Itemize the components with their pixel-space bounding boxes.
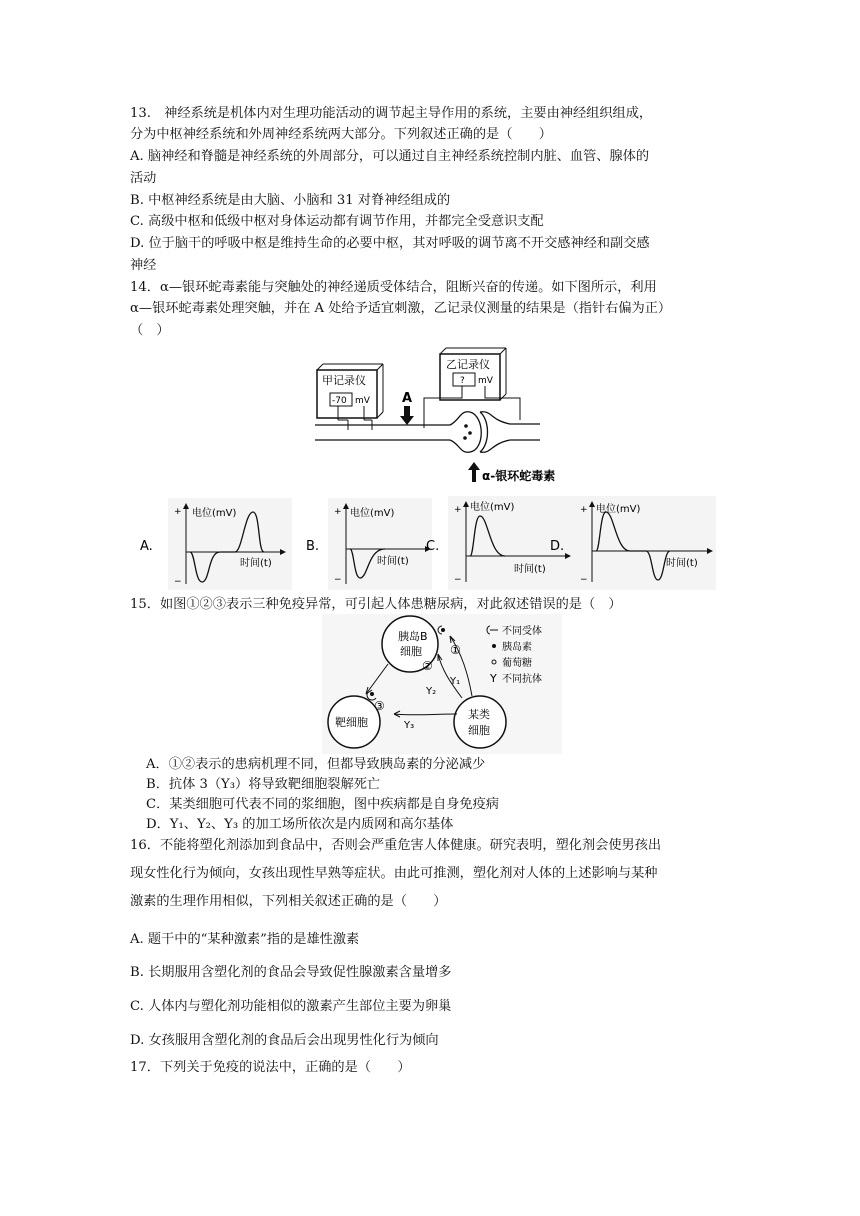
recorder-jia-value: -70 — [332, 396, 347, 406]
graph-a — [140, 498, 292, 590]
svg-text:Y₁: Y₁ — [450, 676, 461, 687]
q13-stem-line2: 分为中枢神经系统和外周神经系统两大部分。下列叙述正确的是（ ） — [130, 127, 552, 142]
svg-text:时间(t): 时间(t) — [514, 564, 546, 575]
svg-text:时间(t): 时间(t) — [666, 558, 698, 569]
svg-text:+: + — [580, 505, 588, 515]
svg-text:细胞: 细胞 — [400, 645, 422, 658]
synapse-figure — [300, 340, 560, 490]
svg-text:−: − — [334, 575, 342, 585]
svg-text:Y: Y — [490, 672, 497, 685]
q13-option-a-cont: 活动 — [130, 171, 157, 186]
target-cell-label: 靶细胞 — [335, 716, 368, 729]
islet-b-cell-label: 胰岛B — [398, 630, 428, 643]
recorder-yi-unit: mV — [478, 376, 493, 386]
q16-stem-line1: 16．不能将塑化剂添加到食品中，否则会严重危害人体健康。研究表明，塑化剂会使男孩出 — [130, 838, 662, 853]
svg-text:+: + — [174, 507, 182, 517]
some-cell-label: 某类 — [468, 708, 490, 721]
recorder-jia-unit: mV — [355, 396, 370, 406]
svg-text:电位(mV): 电位(mV) — [350, 508, 395, 519]
graph-b-label: B. — [306, 539, 320, 554]
graph-d-label: D. — [550, 539, 565, 554]
q16-stem-line2: 现女性化行为倾向，女孩出现性早熟等症状。由此可推测，塑化剂对人体的上述影响与某种 — [130, 866, 658, 881]
q15-option-b: B．抗体 3（Y₃）将导致靶细胞裂解死亡 — [146, 777, 381, 792]
graph-a-label: A. — [140, 539, 153, 554]
graph-c-label: C. — [426, 539, 440, 554]
svg-text:Y₂: Y₂ — [426, 686, 437, 697]
svg-text:+: + — [454, 505, 462, 515]
legend-antibody: 不同抗体 — [502, 674, 542, 685]
legend-glucose: 葡萄糖 — [502, 658, 532, 669]
svg-text:−: − — [580, 575, 588, 585]
graph-d — [550, 496, 716, 590]
q16-option-a: A. 题干中的“某种激素”指的是雄性激素 — [130, 932, 360, 947]
svg-text:时间(t): 时间(t) — [377, 556, 409, 567]
circle-1: ① — [450, 643, 461, 657]
q15-option-a: A．①②表示的患病机理不同，但都导致胰岛素的分泌减少 — [146, 757, 486, 772]
stimulus-point-label: A — [402, 391, 413, 406]
q14-stem-line3: （ ） — [130, 323, 170, 338]
q14-stem-line2: α—银环蛇毒素处理突触，并在 A 处给予适宜刺激，乙记录仪测量的结果是（指针右偏为正） — [130, 301, 672, 316]
toxin-label: α-银环蛇毒素 — [482, 469, 556, 483]
legend-insulin: 胰岛素 — [502, 642, 532, 653]
q13-option-d-cont: 神经 — [130, 258, 157, 273]
q16-option-d: D. 女孩服用含塑化剂的食品后会出现男性化行为倾向 — [130, 1033, 439, 1048]
immune-figure — [322, 614, 562, 754]
svg-text:+: + — [334, 507, 342, 517]
q13-option-c: C. 高级中枢和低级中枢对身体运动都有调节作用，并都完全受意识支配 — [130, 214, 544, 229]
q15-stem: 15．如图①②③表示三种免疫异常，可引起人体患糖尿病，对此叙述错误的是（ ） — [130, 597, 622, 612]
q16-option-c: C. 人体内与塑化剂功能相似的激素产生部位主要为卵巢 — [130, 999, 452, 1014]
recorder-yi-label: 乙记录仪 — [446, 358, 490, 371]
q16-stem-line3: 激素的生理作用相似，下列相关叙述正确的是（ ） — [130, 894, 447, 909]
q13-option-d: D. 位于脑干的呼吸中枢是维持生命的必要中枢，其对呼吸的调节离不开交感神经和副交感 — [130, 236, 650, 251]
recorder-yi-value: ? — [460, 376, 465, 386]
svg-text:Y₃: Y₃ — [404, 720, 415, 731]
recorder-jia-label: 甲记录仪 — [322, 374, 366, 387]
q13-option-a: A. 脑神经和脊髓是神经系统的外周部分，可以通过自主神经系统控制内脏、血管、腺体的 — [130, 149, 650, 164]
q14-stem-line1: 14．α—银环蛇毒素能与突触处的神经递质受体结合，阻断兴奋的传递。如下图所示，利用 — [130, 280, 657, 295]
circle-2: ② — [422, 659, 433, 673]
circle-3: ③ — [374, 699, 385, 713]
graph-b — [306, 498, 432, 590]
q14-graphs — [140, 494, 720, 594]
q13-option-b: B. 中枢神经系统是由大脑、小脑和 31 对脊神经组成的 — [130, 193, 451, 208]
svg-text:电位(mV): 电位(mV) — [192, 508, 237, 519]
q15-option-d: D．Y₁、Y₂、Y₃ 的加工场所依次是内质网和高尔基体 — [146, 817, 454, 832]
svg-text:电位(mV): 电位(mV) — [596, 504, 641, 515]
svg-text:−: − — [174, 577, 182, 587]
q16-option-b: B. 长期服用含塑化剂的食品会导致促性腺激素含量增多 — [130, 965, 452, 980]
svg-text:时间(t): 时间(t) — [240, 558, 272, 569]
svg-text:−: − — [454, 575, 462, 585]
q15-option-c: C．某类细胞可代表不同的浆细胞，图中疾病都是自身免疫病 — [146, 797, 499, 812]
q17-stem: 17．下列关于免疫的说法中，正确的是（ ） — [130, 1060, 411, 1075]
svg-text:细胞: 细胞 — [468, 724, 490, 737]
legend-receptor: 不同受体 — [502, 626, 542, 637]
q13-stem-line1: 13. 神经系统是机体内对生理功能活动的调节起主导作用的系统，主要由神经组织组成， — [130, 106, 653, 121]
svg-text:电位(mV): 电位(mV) — [470, 502, 515, 513]
